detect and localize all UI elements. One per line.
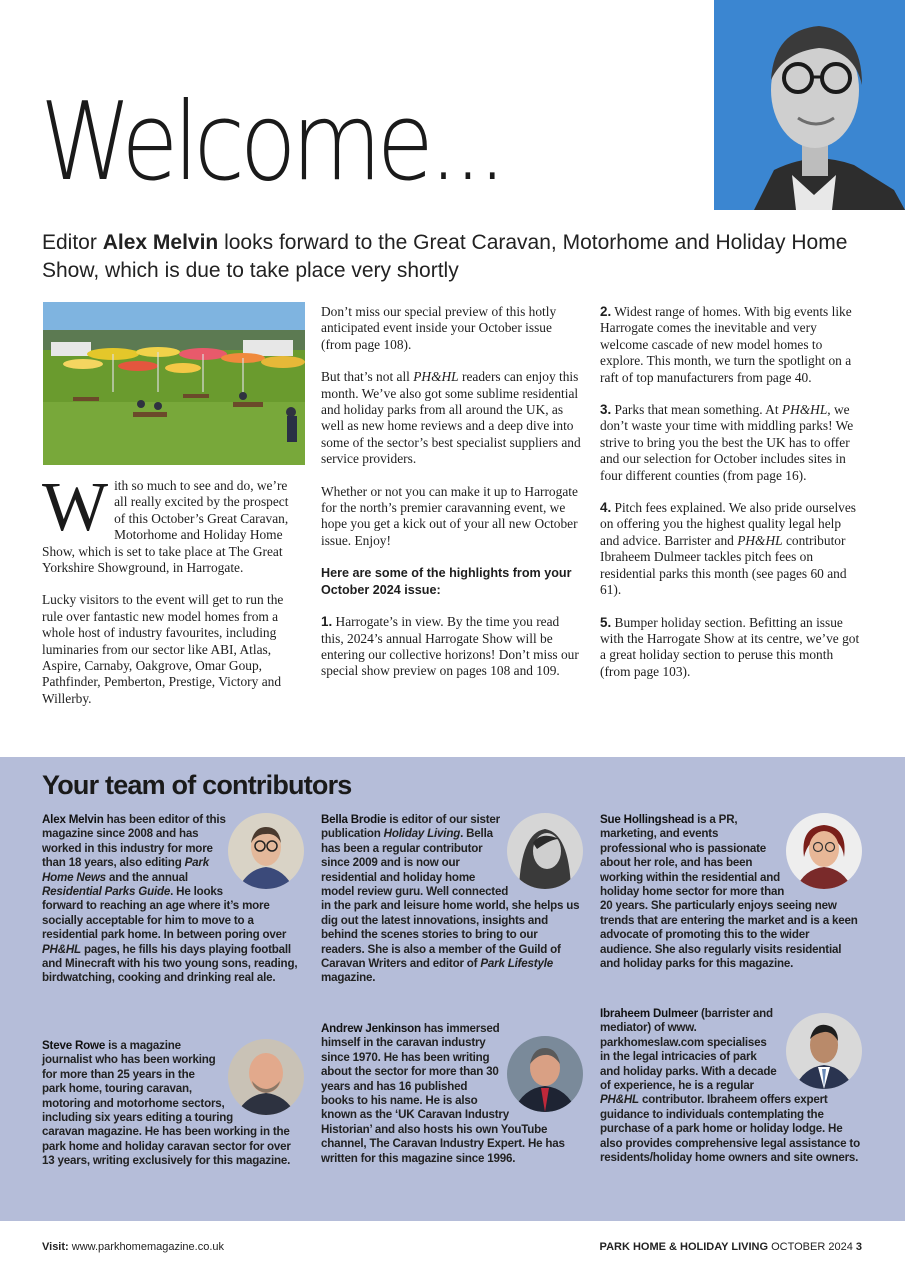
bio-text: pages, he fills his days playing football and Minecraft with his two young sons, reading, birdwatching, cooking and drinking real ale. (42, 942, 298, 985)
publication-name: Park Home News (42, 856, 209, 884)
article-column-1 (42, 469, 300, 723)
publication-name: Park Lifestyle (480, 957, 553, 971)
highlight-text: , we don’t waste your time with middling parks! We strive to bring you the best the UK has to offer and our selection for October includes sites in four different counties (from page 16). (600, 402, 854, 483)
bio-text: (barrister and mediator) of www. parkhomeslaw.com specialises in the legal intricacies of park and holiday parks. With a decade of experience, he is a regular (600, 1007, 777, 1093)
highlight-text: contributor Ibraheem Dulmeer tackles pitch fees on residential parks this month (see pages 60 and 61). (600, 532, 847, 598)
avatar (507, 1036, 583, 1112)
text: readers can enjoy this month. We’ve also got some sublime residential and holiday parks from all around the UK, as well as new home reviews and a deep dive into some of the sector’s best specialist suppliers and service providers. (321, 369, 581, 467)
avatar (228, 1039, 304, 1115)
avatar (786, 813, 862, 889)
editor-photo-illustration (714, 0, 905, 210)
contributor-name: Sue Hollingshead (600, 813, 695, 826)
publication-name: Residential Parks Guide (42, 885, 171, 899)
magazine-abbrev: PH&HL (600, 1093, 639, 1107)
standfirst-pre: Editor (42, 231, 103, 254)
highlight-number: 4. (600, 500, 612, 516)
sue-avatar-illustration (786, 813, 862, 889)
bio-text: and the annual (105, 870, 188, 884)
visit-label: Visit: (42, 1241, 69, 1253)
publication-name: Holiday Living (383, 827, 461, 841)
highlight-item (600, 402, 862, 484)
bio-text: . He looks forward to reaching an age where it’s more socially acceptable for him to move to a residential park home. In between poring over (42, 885, 287, 942)
bio-text: contributor. Ibraheem offers expert guidance to individuals contemplating the purchase of a park home or holiday lodge. He also provides comprehensive legal assistance to residents/holiday home owners and site owners. (600, 1093, 860, 1165)
highlight-number: 1. (321, 614, 333, 630)
highlight-item (600, 304, 862, 386)
highlight-number: 3. (600, 402, 612, 418)
andrew-avatar-illustration (507, 1036, 583, 1112)
bio-text: has been editor of this magazine since 2008 and has worked in this industry for more than 18 years, also editing (42, 813, 226, 870)
drop-cap: W (42, 469, 109, 546)
contributor-name: Bella Brodie (321, 813, 387, 826)
standfirst (42, 229, 862, 285)
steve-avatar-illustration (228, 1039, 304, 1115)
highlight-text: Widest range of homes. With big events like Harrogate comes the inevitable and very welcome cascade of new model homes to explore. This month, we turn the spotlight on a raft of top manufacturers from page 40. (600, 304, 852, 385)
avatar (786, 1013, 862, 1089)
standfirst-post: looks forward to the Great Caravan, Motorhome and Holiday Home Show, which is due to take place very shortly (42, 231, 848, 282)
intro-text: ith so much to see and do, we’re all really excited by the prospect of this October’s Great Caravan, Motorhome and Holiday Home Show, which is set to take place at The Great Yorkshire Showground, in Harrogate. (42, 478, 289, 576)
bio-text: is a PR, marketing, and events professional who is passionate about her role, and has been working within the residential and holiday home sector for more than 20 years. She particularly enjoys seeing new trends that are entering the market and is a keen advocate of promoting this to the wider audience. She also regularly visits residential and holiday parks for this magazine. (600, 813, 858, 971)
highlight-text: Pitch fees explained. We also pride ourselves on offering you the highest quality legal help and advice. Barrister and (600, 500, 857, 548)
magazine-abbrev: PH&HL (42, 942, 81, 956)
contributor-bio-ibraheem (600, 1007, 862, 1165)
magazine-abbrev: PH&HL (737, 532, 783, 548)
contributor-bio-bella (321, 813, 583, 986)
highlight-number: 2. (600, 304, 612, 319)
article-column-3 (600, 304, 862, 696)
editor-name: Alex Melvin (102, 231, 219, 254)
contributor-name: Steve Rowe (42, 1039, 106, 1052)
paragraph (321, 369, 583, 467)
bio-text: . Bella has been a regular contributor since 2009 and is now our residential and holiday home model review guru. Well connected in the park and leisure home world, she helps us dig out the latest innovations, insights and behind the scenes stories to bring to our readers. She is also a member of the Guild of Caravan Writers and editor of (321, 827, 580, 971)
magazine-name: PARK HOME & HOLIDAY LIVING (599, 1241, 769, 1253)
bio-text: is a magazine journalist who has been working for more than 25 years in the park home, touring caravan, motoring and motorhome sectors, including six years editing a touring caravan magazine. He has been working in the park home and holiday caravan sector for over 13 years, writing exclusively for this magazine. (42, 1039, 291, 1168)
highlight-text: Parks that mean something. At (611, 402, 782, 418)
website-link[interactable]: www.parkhomemagazine.co.uk (68, 1241, 224, 1253)
contributors-heading: Your team of contributors (42, 770, 352, 800)
contributor-bio-steve (42, 1039, 304, 1169)
contributor-name: Ibraheem Dulmeer (600, 1007, 698, 1020)
issue-date: OCTOBER 2024 (768, 1241, 856, 1253)
bio-text: is editor of our sister publication (321, 813, 500, 841)
avatar (507, 813, 583, 889)
magazine-abbrev: PH&HL (413, 369, 459, 385)
contributor-name: Alex Melvin (42, 813, 104, 826)
text: But that’s not all (321, 369, 414, 385)
intro-paragraph (42, 469, 300, 576)
footer-folio (600, 1241, 862, 1253)
highlights-heading: Here are some of the highlights from your October 2024 issue: (321, 566, 572, 597)
bio-text: magazine. (321, 971, 376, 985)
highlight-item (600, 615, 862, 681)
contributor-bio-sue (600, 813, 862, 971)
showground-photo (43, 302, 305, 465)
highlight-item (321, 614, 583, 680)
page-footer (42, 1241, 862, 1253)
highlight-number: 5. (600, 614, 612, 630)
highlight-item (600, 500, 862, 598)
paragraph: Whether or not you can make it up to Harrogate for the north’s premier caravanning event, we hope you get a kick out of your all new October issue. Enjoy! (321, 483, 578, 548)
editor-portrait (714, 0, 905, 210)
contributor-bio-alex (42, 813, 304, 986)
paragraph: Don’t miss our special preview of this hotly anticipated event inside your October issue (from page 108). (321, 304, 557, 352)
page-title: Welcome... (40, 80, 502, 205)
showground-illustration (43, 302, 305, 465)
alex-avatar-illustration (228, 813, 304, 889)
highlight-text: Harrogate’s in view. By the time you read this, 2024’s annual Harrogate Show will be entering our collective horizons! Don’t miss our special show preview on pages 108 and 109. (321, 614, 579, 679)
paragraph: Lucky visitors to the event will get to run the rule over fantastic new model homes from a whole host of industry favourites, including luminaries from our sector like ABI, Atlas, Aspire, Carnaby, Oakgrove, Omar Goup, Pathfinder, Pemberton, Prestige, Victory and Willerby. (42, 592, 284, 706)
contributors-panel (0, 757, 905, 1221)
avatar (228, 813, 304, 889)
page-number: 3 (855, 1241, 862, 1253)
article-column-2 (321, 304, 583, 696)
contributor-name: Andrew Jenkinson (321, 1022, 421, 1035)
footer-visit (42, 1241, 224, 1253)
highlight-text: Bumper holiday section. Befitting an issue with the Harrogate Show at its centre, we’ve got a great holiday section to peruse this month (from page 103). (600, 614, 860, 679)
bio-text: has immersed himself in the caravan industry since 1970. He has been writing about the sector for more than 30 years and has 16 published books to his name. He is also known as the ‘UK Caravan Industry Historian’ and also hosts his own YouTube channel, The Caravan Industry Expert. He has written for this magazine since 1996. (321, 1022, 565, 1165)
magazine-abbrev: PH&HL (781, 402, 828, 418)
contributor-bio-andrew (321, 1022, 583, 1166)
bella-avatar-illustration (507, 813, 583, 889)
ibraheem-avatar-illustration (786, 1013, 862, 1089)
